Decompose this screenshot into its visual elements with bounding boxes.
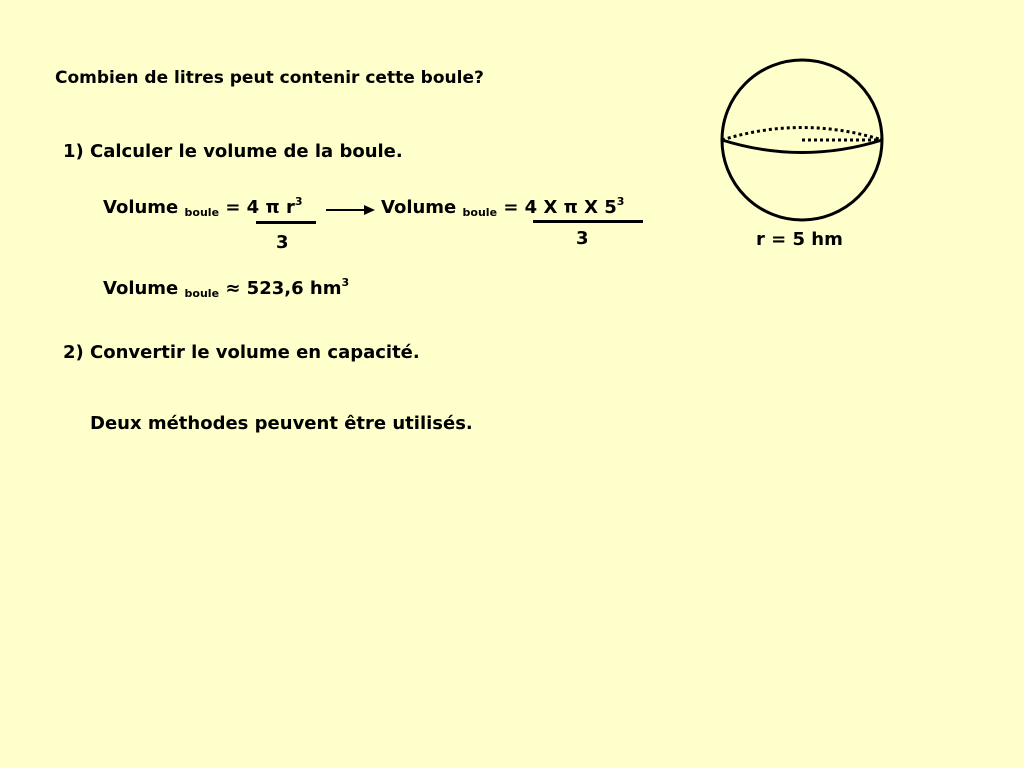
volume-result-exponent: 3	[341, 276, 350, 289]
sphere-radius-label: r = 5 hm	[756, 229, 843, 250]
formula-substituted-label: Volume	[381, 197, 457, 218]
formula-general-subscript: boule	[184, 206, 220, 219]
arrow-right-icon	[326, 203, 376, 217]
volume-result-label: Volume	[103, 278, 179, 299]
formula-general	[103, 195, 303, 219]
volume-result	[103, 276, 350, 300]
formula-substituted-exponent: 3	[616, 195, 625, 208]
formula-substituted-fraction-bar	[533, 220, 643, 223]
formula-substituted-numerator: = 4 X π X 5	[503, 197, 617, 218]
formula-general-label: Volume	[103, 197, 179, 218]
formula-general-denominator: 3	[276, 232, 289, 253]
volume-result-subscript: boule	[184, 287, 220, 300]
step-1-heading: 1) Calculer le volume de la boule.	[63, 141, 403, 162]
formula-substituted	[381, 195, 625, 219]
formula-substituted-denominator: 3	[576, 228, 589, 249]
methods-note: Deux méthodes peuvent être utilisés.	[90, 413, 473, 434]
question-heading: Combien de litres peut contenir cette boule?	[55, 68, 484, 88]
step-2-heading: 2) Convertir le volume en capacité.	[63, 342, 420, 363]
sphere-icon	[715, 55, 895, 230]
volume-result-value: ≈ 523,6 hm	[225, 278, 342, 299]
formula-general-exponent: 3	[294, 195, 303, 208]
formula-general-numerator: = 4 π r	[225, 197, 295, 218]
formula-substituted-subscript: boule	[462, 206, 498, 219]
formula-general-fraction-bar	[256, 221, 316, 224]
